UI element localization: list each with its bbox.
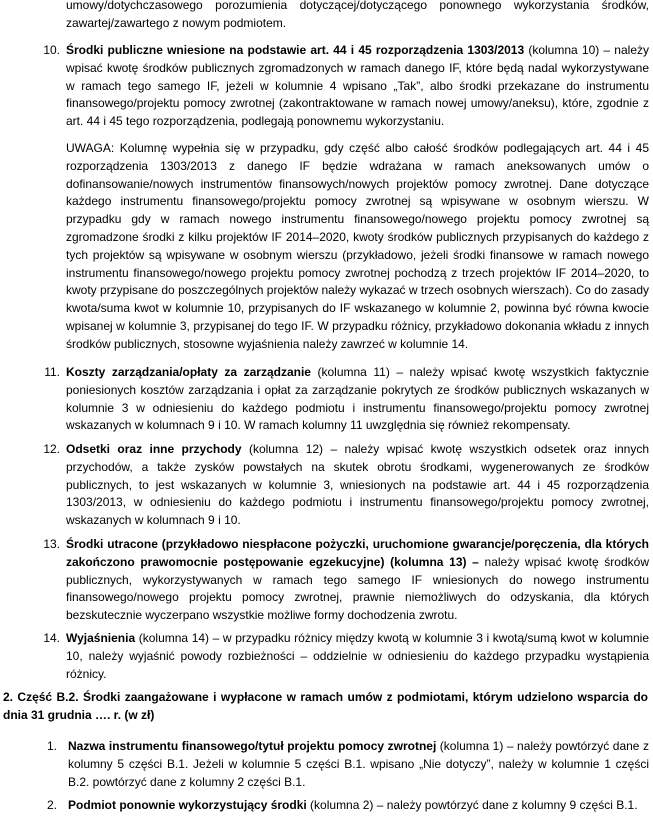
list-item-body — [66, 42, 649, 131]
list-item-body — [66, 364, 649, 435]
list-item-title: Nazwa instrumentu finansowego/tytuł projektu pomocy zwrotnej — [68, 739, 437, 753]
list-item-number: 12. — [43, 442, 60, 456]
list-item-title: Podmiot ponownie wykorzystujący środki — [68, 798, 307, 812]
list-item-title: Odsetki oraz inne przychody — [66, 442, 242, 456]
list-item-body — [66, 441, 649, 530]
list-item-text: należy wpisać kwotę środków publicznych, wykorzystywanych w ramach tego samego IF wniesionych do nowego instrumentu finansowego/nowego projektu pomocy zwrotnej, prawnie niemożliwych do odzyskania, dla których bezskutecznie wyczerpano wszystkie możliwe formy dochodzenia zwrotu. — [66, 554, 649, 623]
list-item-body — [66, 630, 649, 683]
list-item-number: 14. — [43, 631, 60, 645]
list-item-text: (kolumna 1) – należy powtórzyć dane z kolumny 5 części B.1. Jeżeli w kolumnie 5 części B.1. wpisano „Nie dotyczy”, należy w kolumnie 1 części B.2. powtórzyć dane z kolumny 2 części B.1. — [68, 739, 649, 789]
list-item-body — [66, 536, 649, 625]
list-item-number: 1. — [46, 739, 57, 753]
list-item-number: 11. — [44, 365, 60, 379]
list-item-number: 10. — [43, 43, 60, 57]
list-item-body — [68, 797, 649, 815]
list-item-text: (kolumna 2) – należy powtórzyć dane z kolumny 9 części B.1. — [306, 798, 638, 812]
list-item-text: (kolumna 11) – należy wpisać kwotę wszystkich faktycznie poniesionych kosztów zarządzania i opłat za zarządzanie pokrytych ze środków publicznych wskazanych w kolumnie 3 w odniesieniu do każdego podmiotu i instrumentu finansowego/projektu pomocy zwrotnej wskazanych w kolumnach 9 i 10. W ramach kolumny 11 uwzględnia się również rekompensaty. — [66, 365, 650, 433]
note-paragraph: UWAGA: Kolumnę wypełnia się w przypadku, gdy część albo całość środków podlegających art. 44 i 45 rozporządzenia 1303/2013 z danego IF będzie wdrażana w ramach aneksowanych umów o dofinansowanie/nowych instrumentów finansowych/nowych projektów pomocy zwrotnej. Dane dotyczące każdego instrumentu finansowego/projektu pomocy zwrotnej są wpisywane w osobnym wierszu. W przypadku gdy w ramach nowego instrumentu finansowego/nowego projektu pomocy zwrotnej są zgromadzone środki z kilku projektów IF 2014–2020, kwoty środków publicznych przypisanych do każdego z tych projektów są wpisywane w osobnym wierszu (przykładowo, jeżeli środki finansowe w ramach nowego instrumentu finansowego/nowego projektu pomocy zwrotnej pochodzą z trzech projektów IF 2014–2020, to kwoty przypisane do poszczególnych projektów należy wykazać w trzech osobnych wierszach). Co do zasady kwota/suma kwot w kolumnie 10, przypisanych do IF wskazanego w kolumnie 2, powinna być równa kwocie wpisanej w kolumnie 3, przypisanej do tego IF. W przypadku różnicy, przykładowo dokonania wkładu z innych środków publicznych, stosowne wyjaśnienia należy zawrzeć w kolumnie 14. — [66, 141, 649, 351]
top-paragraph: umowy/dotychczasowego porozumienia dotyczącej/dotyczącego ponownego wykorzystania środków, zawartej/zawartego z nowym podmiotem. — [66, 0, 649, 30]
list-item-text: (kolumna 10) – należy wpisać kwotę środków publicznych zgromadzonych w ramach danego IF, które będą nadal wykorzystywane w ramach tego samego IF, jeżeli w kolumnie 4 wpisano „Tak”, albo środki przekazane do instrumentu finansowego/projektu pomocy zwrotnej (zakontraktowane w ramach nowej umowy/aneksu), które, zgodnie z art. 44 i 45 tego rozporządzenia, podlegają ponownemu wykorzystaniu. — [66, 43, 649, 129]
list-item-title: Środki publiczne wniesione na podstawie art. 44 i 45 rozporządzenia 1303/2013 — [66, 43, 525, 57]
list-item-title: Wyjaśnienia — [66, 631, 136, 645]
list-item-number: 2. — [46, 798, 57, 812]
list-item-title: Koszty zarządzania/opłaty za zarządzanie — [66, 365, 311, 379]
section-heading: 2. Część B.2. Środki zaangażowane i wypłacone w ramach umów z podmiotami, którym udzielono wsparcia do dnia 31 grudnia …. r. (w zł) — [3, 690, 648, 722]
list-item-text: (kolumna 14) – w przypadku różnicy między kwotą w kolumnie 3 i kwotą/sumą kwot w kolumnie 10, należy wyjaśnić powody rozbieżności – oddzielnie w odniesieniu do każdego przypadku wystąpienia różnicy. — [66, 631, 649, 681]
list-item-text: (kolumna 12) – należy wpisać kwotę wszystkich odsetek oraz innych przychodów, a także zysków powstałych na skutek obrotu środkami, wygenerowanych ze środków publicznych, to jest wskazanych w kolumnie 3, wniesionych na podstawie art. 44 i 45 rozporządzenia 1303/2013, w odniesieniu do każdego podmiotu i instrumentu finansowego/projektu pomocy zwrotnej, wskazanych w kolumnach 9 i 10. — [66, 442, 650, 528]
list-item-title: Środki utracone (przykładowo niespłacone pożyczki, uruchomione gwarancje/poręczenia, dla których zakończono prawomocnie postępowanie egzekucyjne) (kolumna 13) – — [66, 537, 649, 569]
list-item-body — [68, 738, 649, 791]
list-item-number: 13. — [43, 537, 60, 551]
